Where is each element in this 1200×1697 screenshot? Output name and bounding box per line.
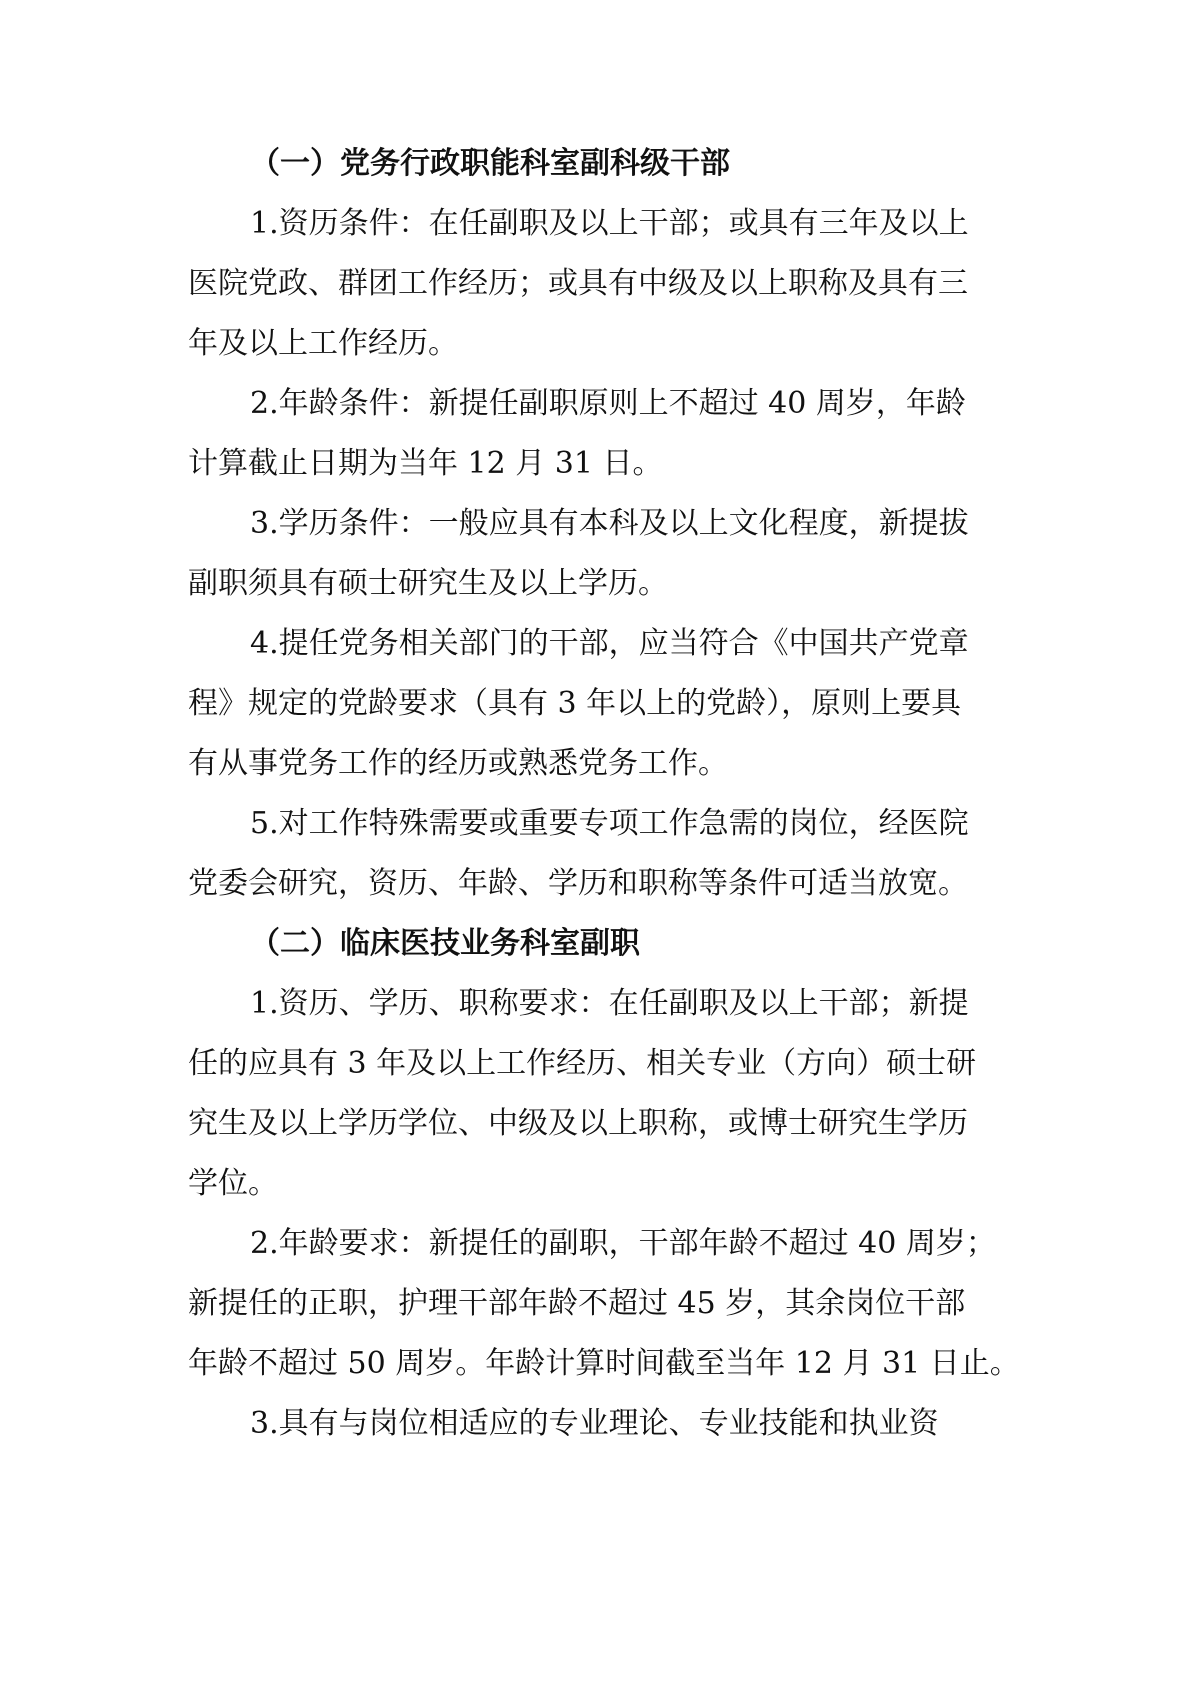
paragraph-line: 副职须具有硕士研究生及以上学历。 (188, 566, 668, 601)
paragraph-line: 党委会研究，资历、年龄、学历和职称等条件可适当放宽。 (188, 866, 968, 901)
paragraph-line: 计算截止日期为当年 12 月 31 日。 (188, 446, 663, 481)
paragraph-line: 3.具有与岗位相适应的专业理论、专业技能和执业资 (250, 1406, 939, 1441)
paragraph-line: 4.提任党务相关部门的干部，应当符合《中国共产党章 (250, 626, 969, 661)
paragraph-line: 年及以上工作经历。 (188, 326, 458, 361)
paragraph-line: 2.年龄要求：新提任的副职，干部年龄不超过 40 周岁； (250, 1226, 996, 1261)
paragraph-line: 学位。 (188, 1166, 278, 1201)
paragraph-line: 2.年龄条件：新提任副职原则上不超过 40 周岁，年龄 (250, 386, 966, 421)
paragraph-line: 1.资历、学历、职称要求：在任副职及以上干部；新提 (250, 986, 969, 1021)
paragraph-line: 1.资历条件：在任副职及以上干部；或具有三年及以上 (250, 206, 969, 241)
paragraph-line: 5.对工作特殊需要或重要专项工作急需的岗位，经医院 (250, 806, 969, 841)
paragraph-line: 年龄不超过 50 周岁。年龄计算时间截至当年 12 月 31 日止。 (188, 1346, 1020, 1381)
paragraph-line: 任的应具有 3 年及以上工作经历、相关专业（方向）硕士研 (188, 1046, 977, 1081)
paragraph-line: 究生及以上学历学位、中级及以上职称，或博士研究生学历 (188, 1106, 968, 1141)
section-heading-2: （二）临床医技业务科室副职 (250, 926, 640, 961)
paragraph-line: 程》规定的党龄要求（具有 3 年以上的党龄），原则上要具 (188, 686, 962, 721)
paragraph-line: 3.学历条件：一般应具有本科及以上文化程度，新提拔 (250, 506, 969, 541)
paragraph-line: 新提任的正职，护理干部年龄不超过 45 岁，其余岗位干部 (188, 1286, 966, 1321)
section-heading-1: （一）党务行政职能科室副科级干部 (250, 146, 730, 181)
paragraph-line: 医院党政、群团工作经历；或具有中级及以上职称及具有三 (188, 266, 968, 301)
paragraph-line: 有从事党务工作的经历或熟悉党务工作。 (188, 746, 728, 781)
